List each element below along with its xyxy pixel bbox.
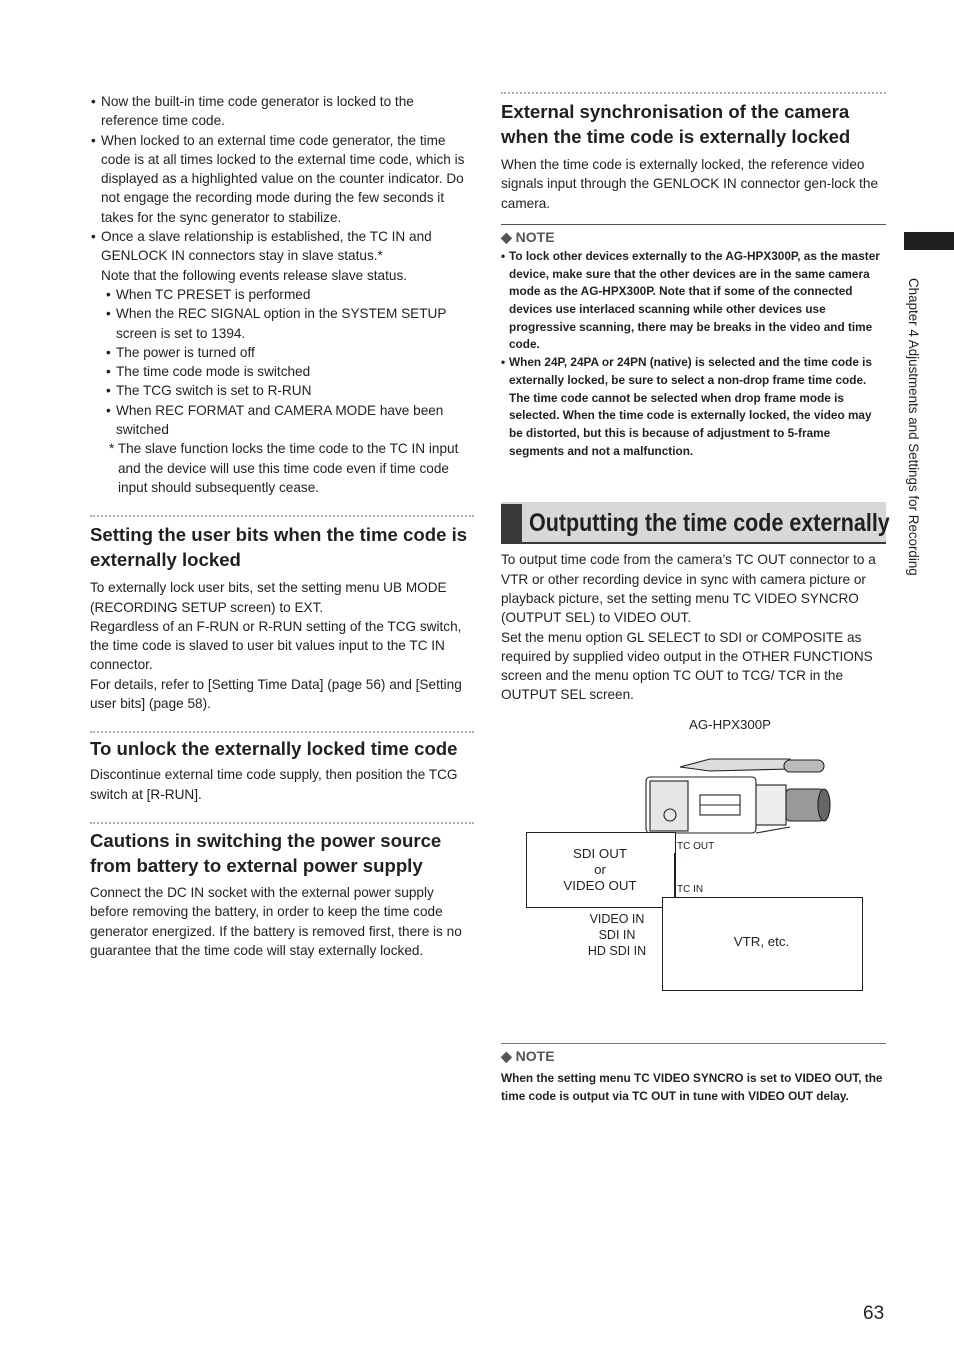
output-label-2: or (594, 862, 606, 877)
paragraph: Set the menu option GL SELECT to SDI or COMPOSITE as required by supplied video output in the OTHER FUNCTIONS screen and the menu option TC OUT to TCG/ TCR in the OUTPUT SEL screen. (501, 629, 873, 703)
section-divider (90, 731, 474, 733)
banner-bar (501, 504, 522, 542)
note-item: • When 24P, 24PA or 24PN (native) is selected and the time code is externally locked, be sure to select a non-drop frame time code. The time code cannot be selected when drop frame mode is selected. When the time code is externally locked, the video may be distorted, but this is because of adjustment to 5-frame segments and not a malfunction. (501, 354, 886, 460)
list-item: • When REC FORMAT and CAMERA MODE have been switched (105, 401, 474, 440)
paragraph: Discontinue external time code supply, then position the TCG switch at [R-RUN]. (90, 767, 458, 802)
page-number: 63 (863, 1303, 885, 1324)
section-heading-user-bits: Setting the user bits when the time code is externally locked (90, 524, 468, 571)
vtr-label: VTR, etc. (733, 934, 790, 949)
camera-label: AG-HPX300P (688, 717, 772, 732)
section-divider (90, 515, 474, 517)
output-label-1: SDI OUT (573, 846, 627, 861)
list-item: • The power is turned off (105, 343, 474, 362)
footnote: * The slave function locks the time code to the TC IN input and the device will use this time code even if time code input should subsequently cease. (109, 441, 459, 495)
list-item: • The time code mode is switched (105, 362, 474, 381)
section-heading-cautions: Cautions in switching the power source from battery to external power supply (90, 829, 442, 876)
note-rule (501, 224, 886, 225)
note-rule (501, 1043, 886, 1044)
note-label: ◆ NOTE (501, 228, 555, 245)
list-item: • Once a slave relationship is established, the TC IN and GENLOCK IN connectors stay in slave status.* (90, 227, 474, 266)
paragraph: Regardless of an F-RUN or R-RUN setting of the TCG switch, the time code is slaved to user bit values input to the TC IN connector. (90, 618, 462, 673)
banner-title: Outputting the time code externally (529, 509, 890, 538)
list-item: • The TCG switch is set to R-RUN (105, 381, 474, 400)
section-heading-unlock: To unlock the externally locked time code (90, 738, 458, 760)
left-column (90, 92, 474, 960)
note-block-2 (501, 1043, 886, 1105)
list-item: • Now the built-in time code generator is locked to the reference time code. (90, 92, 474, 131)
chapter-side-text: Chapter 4 Adjustments and Settings for Recording (906, 278, 921, 576)
section-divider (501, 92, 886, 94)
tc-out-label: TC OUT (677, 841, 715, 852)
list-item: • When locked to an external time code generator, the time code is at all times locked to the external time code, which is displayed as a highlighted value on the counter indicator. Do not engage the recording mode during the few seconds it takes for the sync generator to stabilize. (90, 131, 474, 227)
release-note: Note that the following events release slave status. (101, 267, 408, 283)
list-item: • When the REC SIGNAL option in the SYSTEM SETUP screen is set to 1394. (105, 304, 474, 343)
section-banner (501, 502, 890, 544)
paragraph: For details, refer to [Setting Time Data] (page 56) and [Setting user bits] (page 58). (90, 676, 462, 712)
section-heading-sync: External synchronisation of the camera when the time code is externally locked (501, 101, 851, 147)
paragraph: To externally lock user bits, set the setting menu UB MODE (RECORDING SETUP screen) to EXT. (90, 580, 447, 615)
list-item: • When TC PRESET is performed (105, 285, 474, 304)
intro-bullet-list (90, 92, 474, 266)
input-label-3: HD SDI IN (587, 944, 647, 958)
note-item: • To lock other devices externally to the AG-HPX300P, as the master device, make sure that the other devices are in the same camera mode as the AG-HPX300P. Note that if some of the connected devices use interlaced scanning while other devices use progressive scanning, there may be breaks in the video and time code. (501, 248, 886, 354)
connection-diagram (520, 713, 880, 1003)
note-list (501, 248, 886, 460)
paragraph: To output time code from the camera’s TC OUT connector to a VTR or other recording device in sync with camera picture or playback picture, set the setting menu TC VIDEO SYNCRO (OUTPUT SEL) to VIDEO OUT. (501, 552, 876, 626)
output-label-3: VIDEO OUT (563, 878, 637, 893)
note-text: When the setting menu TC VIDEO SYNCRO is set to VIDEO OUT, the time code is output via TC OUT in tune with VIDEO OUT delay. (501, 1071, 883, 1103)
chapter-side-label (906, 278, 936, 678)
input-label-1: VIDEO IN (589, 912, 645, 926)
paragraph: Connect the DC IN socket with the external power supply before removing the battery, in order to keep the time code generator energized. If the battery is removed first, there is no guarantee that the time code will stay externally locked. (90, 884, 462, 958)
note-label: ◆ NOTE (501, 1048, 555, 1064)
tc-in-label: TC IN (677, 884, 704, 895)
right-column (501, 92, 890, 705)
release-events-list (90, 285, 474, 439)
section-divider (90, 822, 474, 824)
paragraph: When the time code is externally locked, the reference video signals input through the GENLOCK IN connector gen-lock the camera. (501, 157, 879, 211)
chapter-tab (904, 232, 954, 250)
input-label-2: SDI IN (598, 928, 636, 942)
